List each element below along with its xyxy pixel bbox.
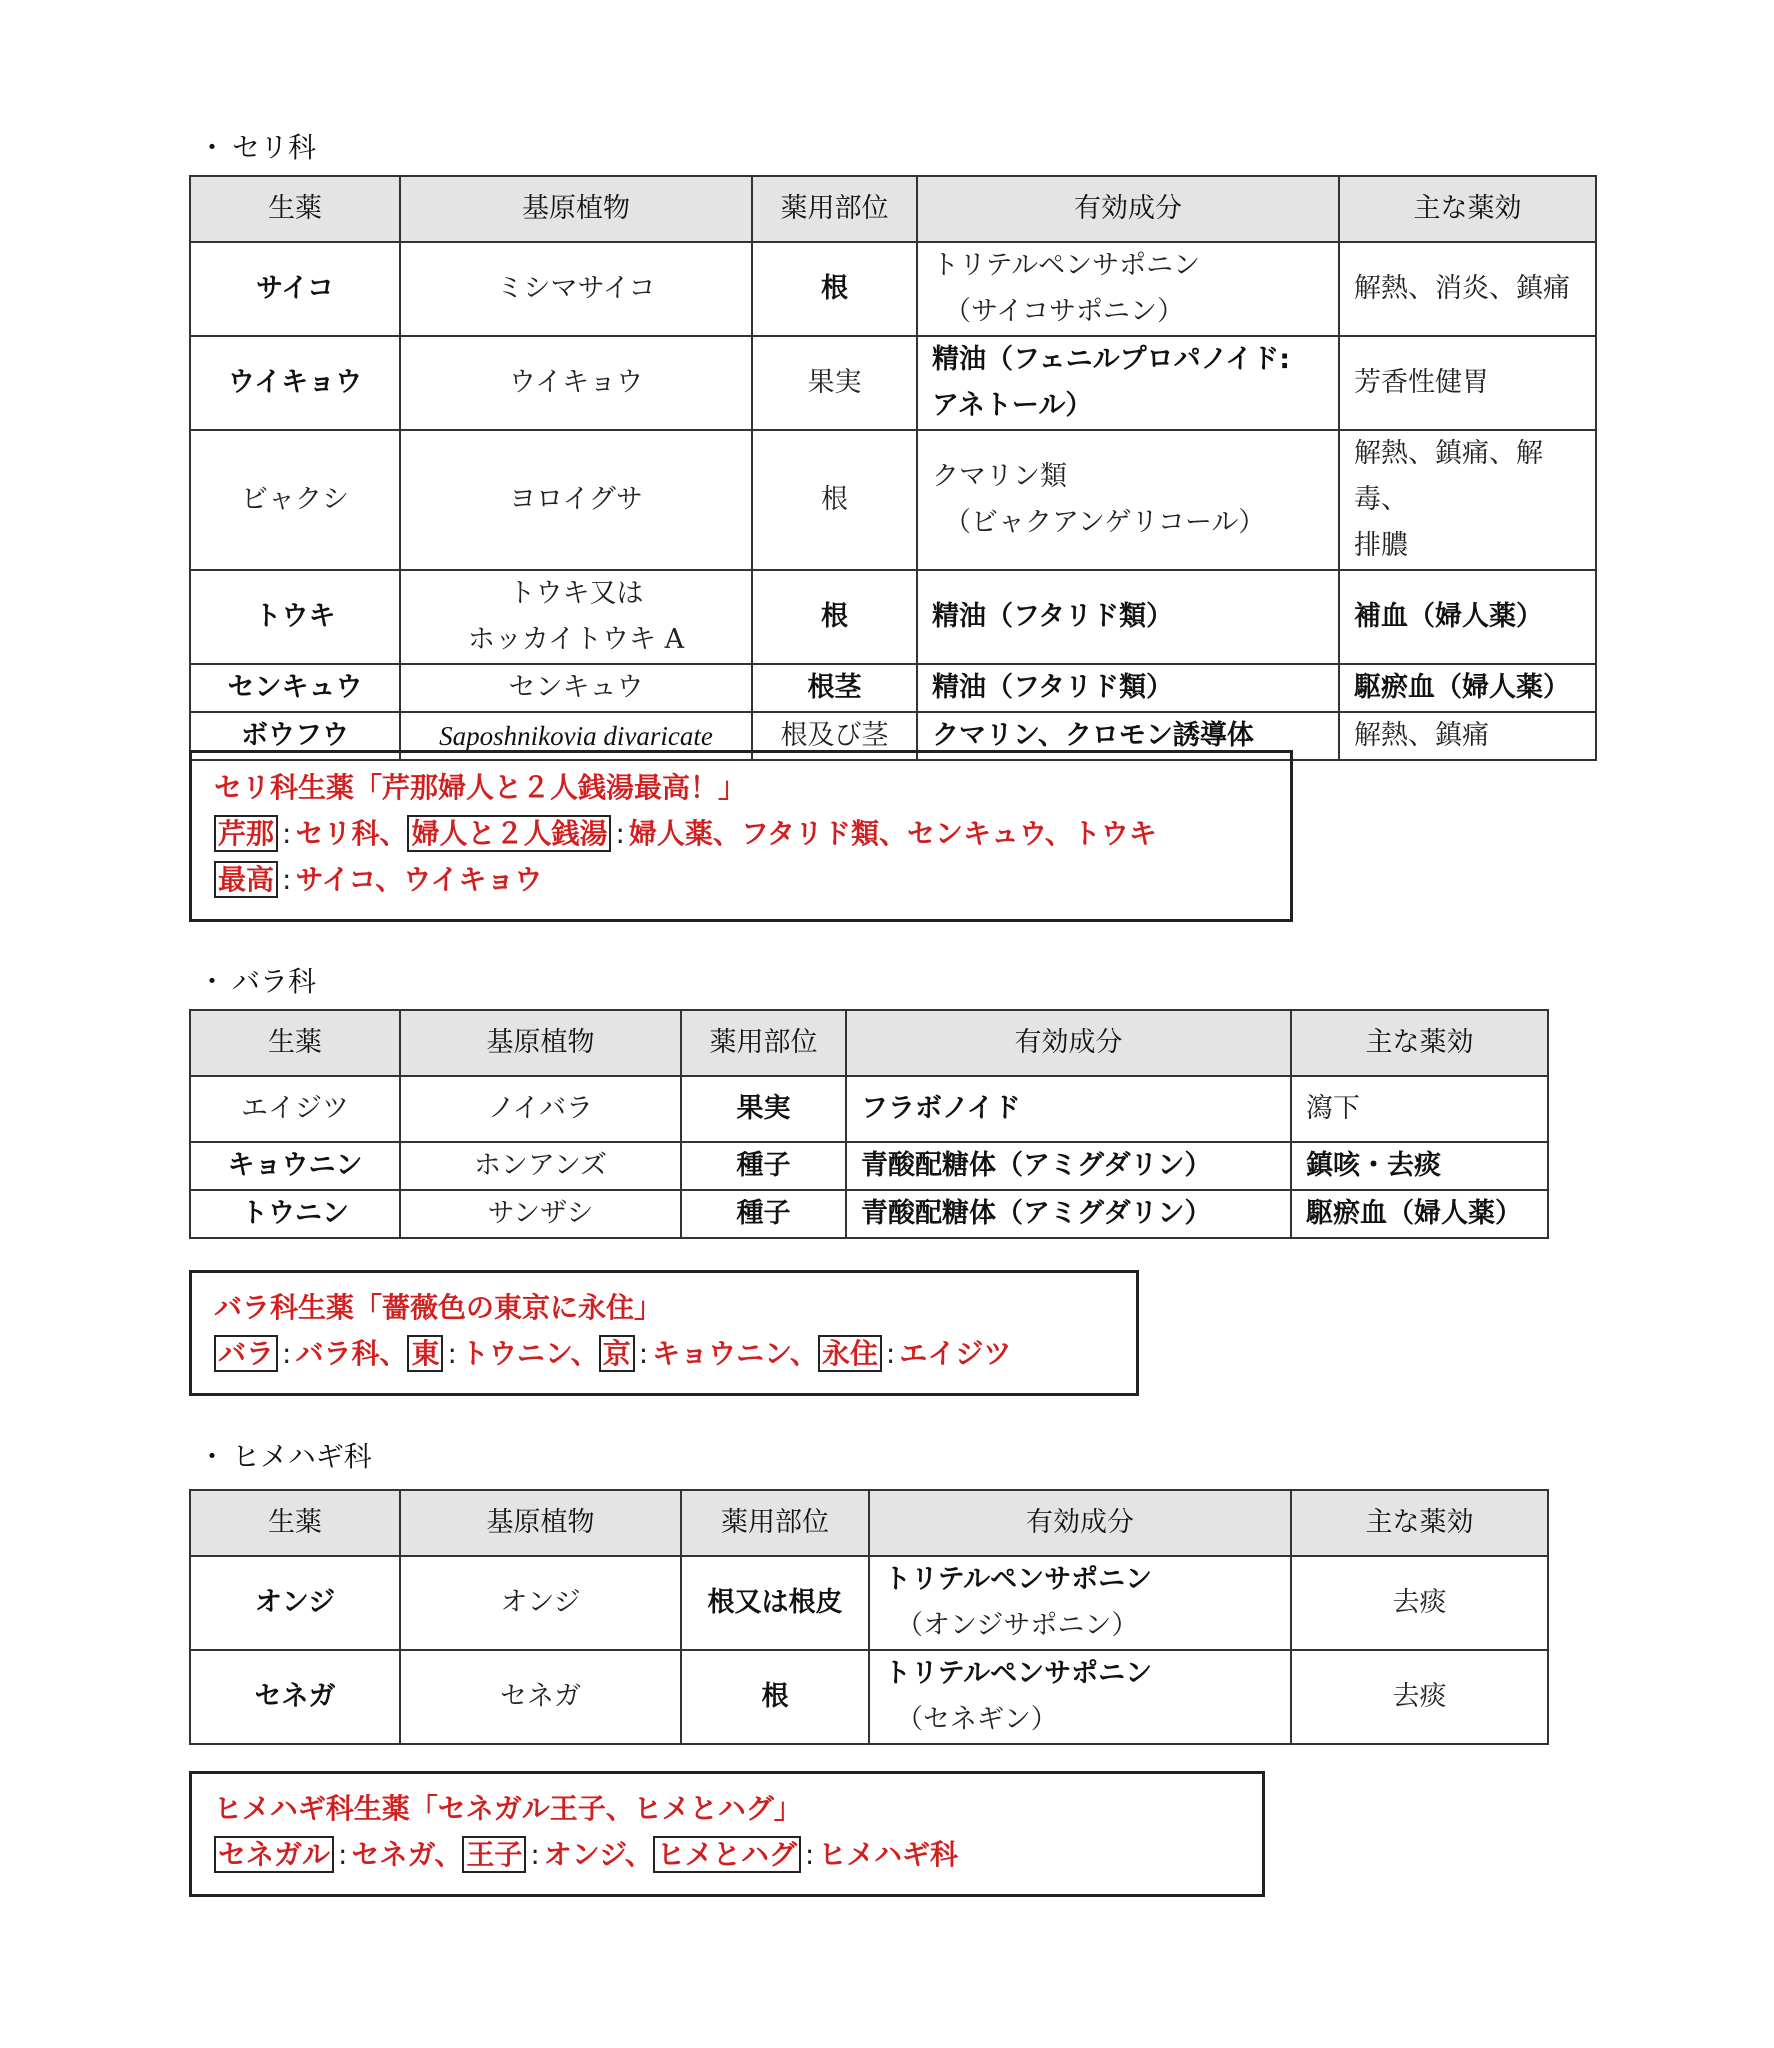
table-hime bbox=[189, 1489, 1549, 1745]
section-title-hime: ・ ヒメハギ科 bbox=[198, 1440, 372, 1473]
table-row: センキュウ センキュウ 根茎 精油（フタリド類） 駆瘀血（婦人薬） bbox=[190, 664, 1596, 712]
table-header: 生薬 基原植物 薬用部位 有効成分 主な薬効 bbox=[190, 176, 1596, 242]
section-title-seri: ・ セリ科 bbox=[198, 131, 317, 164]
table-row: ウイキョウ ウイキョウ 果実 精油（フェニルプロパノイド: アネトール） 芳香性健胃 bbox=[190, 336, 1596, 430]
table-row: トウキ トウキ又は ホッカイトウキ A 根 精油（フタリド類） 補血（婦人薬） bbox=[190, 570, 1596, 664]
table-header: 生薬 基原植物 薬用部位 有効成分 主な薬効 bbox=[190, 1010, 1548, 1076]
table-row: キョウニン ホンアンズ 種子 青酸配糖体（アミグダリン） 鎮咳・去痰 bbox=[190, 1142, 1548, 1190]
table-row: サイコ ミシマサイコ 根 トリテルペンサポニン （サイコサポニン） 解熱、消炎、鎮痛 bbox=[190, 242, 1596, 336]
mnemonic-box-hime: ヒメハギ科生薬「セネガル王子、ヒメとハグ」 セネガル : セネガ、 王子 : オンジ、 ヒメとハグ : ヒメハギ科 bbox=[189, 1771, 1265, 1897]
table-seri bbox=[189, 175, 1597, 761]
table-row: エイジツ ノイバラ 果実 フラボノイド 瀉下 bbox=[190, 1076, 1548, 1142]
table-row: オンジ オンジ 根又は根皮 トリテルペンサポニン （オンジサポニン） 去痰 bbox=[190, 1556, 1548, 1650]
table-row: ビャクシ ヨロイグサ 根 クマリン類 （ビャクアンゲリコール） 解熱、鎮痛、解毒、 排膿 bbox=[190, 430, 1596, 570]
table-header: 生薬 基原植物 薬用部位 有効成分 主な薬効 bbox=[190, 1490, 1548, 1556]
mnemonic-box-bara: バラ科生薬「薔薇色の東京に永住」 バラ : バラ科、 東 : トウニン、 京 : キョウニン、 永住 : エイジツ bbox=[189, 1270, 1139, 1396]
table-row: ボウフウ Saposhnikovia divaricate 根及び茎 クマリン、クロモン誘導体 解熱、鎮痛 bbox=[190, 712, 1596, 760]
section-title-bara: ・ バラ科 bbox=[198, 965, 317, 998]
table-row: セネガ セネガ 根 トリテルペンサポニン （セネギン） 去痰 bbox=[190, 1650, 1548, 1744]
mnemonic-box-seri: セリ科生薬「芹那婦人と２人銭湯最高！」 芹那 : セリ科、 婦人と２人銭湯 : 婦人薬、フタリド類、センキュウ、トウキ 最高 : サイコ、ウイキョウ bbox=[189, 750, 1293, 922]
table-bara bbox=[189, 1009, 1549, 1239]
table-row: トウニン サンザシ 種子 青酸配糖体（アミグダリン） 駆瘀血（婦人薬） bbox=[190, 1190, 1548, 1238]
